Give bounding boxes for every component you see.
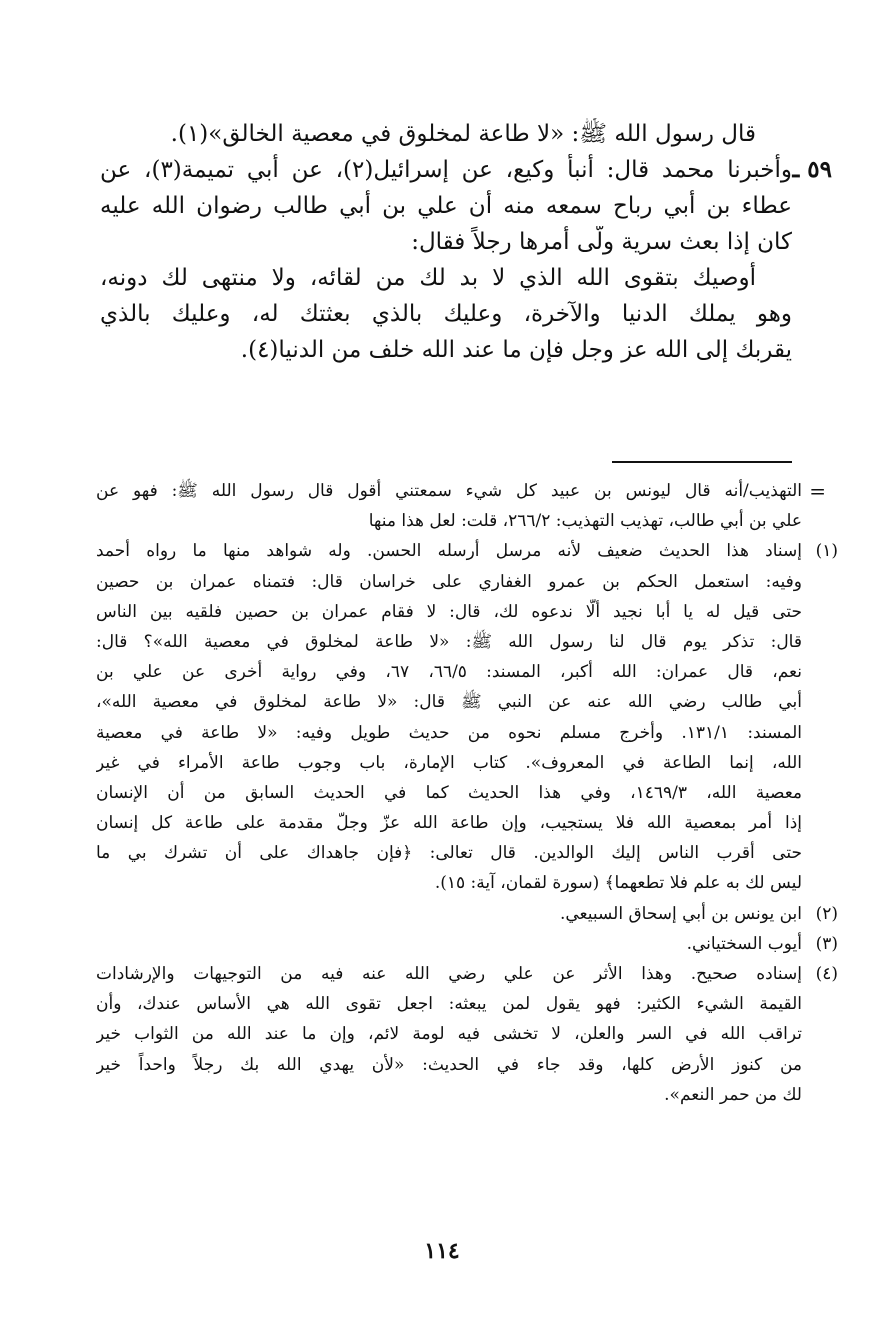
footnote-line: الله، إنما الطاعة في المعروف». كتاب الإمارة، باب وجوب طاعة الأمراء في غير [96,752,802,773]
footnote-2 [96,901,838,931]
footnote-separator [612,461,792,463]
footnote-line: حتى أقرب الناس إليك الوالدين. قال تعالى: ﴿فإن جاهداك على أن تشرك بي ما [96,843,802,864]
footnote-line: إسناد هذا الحديث ضعيف لأنه مرسل أرسله الحسن. وله شواهد منها ما رواه أحمد [96,541,802,562]
main-text [100,118,832,370]
main-line: أوصيك بتقوى الله الذي لا بد لك من لقائه، ولا منتهى لك دونه، [100,265,756,291]
footnote-3 [96,931,838,961]
main-line: يقربك إلى الله عز وجل فإن ما عند الله خلف من الدنيا(٤). [240,337,792,363]
footnote-4 [96,961,838,1112]
hadith-entry [100,154,832,370]
footnote-1 [96,538,838,900]
footnote-marker: (٢) [815,903,838,924]
footnote-line: ابن يونس بن أبي إسحاق السبيعي. [559,903,802,924]
footnote-line: معصية الله، ١٤٦٩/٣، وفي هذا الحديث كما في الحديث السابق من أن الإنسان [96,782,802,803]
footnote-line: أيوب السختياني. [686,933,802,954]
continuation-mark: = [809,479,826,503]
footnote-line: لك من حمر النعم». [664,1084,802,1105]
footnote-line: إذا أمر بمعصية الله فلا يستجيب، وإن طاعة الله عزّ وجلّ مقدمة على طاعة كل إنسان [96,813,802,834]
footnote-continuation [96,478,826,538]
main-line: قال رسول الله ﷺ: «لا طاعة لمخلوق في معصية الخالق»(١). [170,121,756,147]
main-line: وهو يملك الدنيا والآخرة، وعليك بالذي بعثتك له، وعليك بالذي [100,301,792,327]
footnote-marker: (٣) [815,933,838,954]
main-line: وأخبرنا محمد قال: أنبأ وكيع، عن إسرائيل(٢)، عن أبي تميمة(٣)، عن [100,157,792,183]
footnotes [96,478,838,1112]
footnote-line: التهذيب/أنه قال ليونس بن عبيد كل شيء سمعتني أقول قال رسول الله ﷺ: فهو عن [96,481,802,501]
footnote-line: حتى قيل له يا أبا نجيد ألّا ندعوه لك، قال: لا فقام عمران بن حصين فلقيه بين الناس [96,601,802,622]
main-line: كان إذا بعث سرية ولّى أمرها رجلاً فقال: [411,229,792,255]
footnote-line: وفيه: استعمل الحكم بن عمرو الغفاري على خراسان قال: فتمناه عمران بن حصين [96,571,802,592]
footnote-line: تراقب الله في السر والعلن، لا تخشى فيه لومة لائم، وإن ما عند الله من الثواب خير [96,1024,802,1045]
footnote-marker: (١) [815,541,838,562]
footnote-line: المسند: ١٣١/١. وأخرج مسلم نحوه من حديث طويل وفيه: «لا طاعة في معصية [96,722,802,743]
page-number: ١١٤ [424,1238,460,1264]
footnote-marker: (٤) [815,964,838,984]
main-line: عطاء بن أبي رباح سمعه منه أن علي بن أبي طالب رضوان الله عليه [100,193,792,219]
footnote-line: إسناده صحيح. وهذا الأثر عن علي رضي الله عنه فيه من التوجيهات والإرشادات [96,964,802,984]
footnote-line: علي بن أبي طالب، تهذيب التهذيب: ٢٦٦/٢، قلت: لعل هذا منها [368,511,802,532]
hadith-number: ٥٩ ـ [792,156,832,183]
footnote-line: من كنوز الأرض كلها، وقد جاء في الحديث: «لأن يهدي الله بك رجلاً واحداً خير [96,1054,802,1075]
footnote-line: نعم، قال عمران: الله أكبر، المسند: ٦٦/٥، ٦٧، وفي رواية أخرى عن علي بن [96,662,802,683]
footnote-line: ليس لك به علم فلا تطعهما﴾ (سورة لقمان، آية: ١٥). [434,873,802,894]
footnote-line: أبي طالب رضي الله عنه عن النبي ﷺ قال: «لا طاعة لمخلوق في معصية الله»، [96,692,802,713]
footnote-line: قال: تذكر يوم قال لنا رسول الله ﷺ: «لا طاعة لمخلوق في معصية الله»؟ قال: [96,631,802,652]
footnote-line: القيمة الشيء الكثير: فهو يقول لمن يبعثه: اجعل تقوى الله هي الأساس عندك، وأن [96,994,802,1015]
